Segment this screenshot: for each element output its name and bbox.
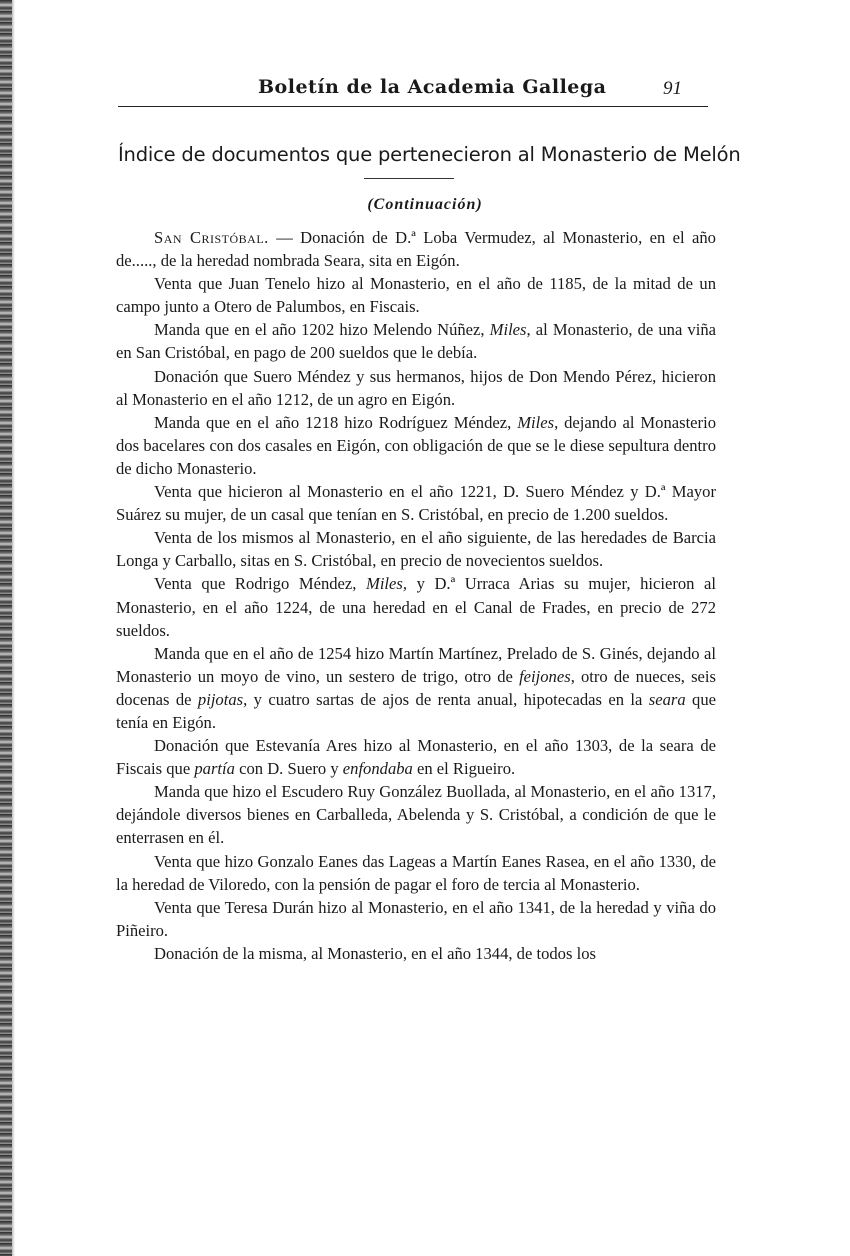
section-lead: San Cristóbal. (154, 228, 269, 247)
page-number: 91 (663, 78, 682, 99)
paragraph: Venta que hicieron al Monasterio en el año 1221, D. Suero Méndez y D.ª Mayor Suárez su mujer, de un casal que tenían en S. Cristóbal, en precio de 1.200 sueldos. (116, 482, 716, 525)
paragraph: Donación que Estevanía Ares hizo al Monasterio, en el año 1303, de la seara de Fiscais que partía con D. Suero y enfondaba en el Rigueiro. (116, 736, 716, 779)
continuation-label: (Continuación) (367, 196, 483, 213)
paragraph: Manda que hizo el Escudero Ruy González Buollada, al Monasterio, en el año 1317, dejándole diversos bienes en Carballeda, Abelenda y S. Cristóbal, a condición de que le enterrasen en él. (116, 782, 716, 848)
journal-title: Boletín de la Academia Gallega (258, 76, 607, 98)
paragraph: Manda que en el año de 1254 hizo Martín Martínez, Prelado de S. Ginés, dejando al Monasterio un moyo de vino, un sestero de trigo, otro de feijones, otro de nueces, seis docenas de pijotas, y cuatro sartas de ajos de renta anual, hipotecadas en la seara que tenía en Eigón. (116, 643, 717, 732)
paragraph: Venta que Teresa Durán hizo al Monasterio, en el año 1341, de la heredad y viña do Piñeiro. (116, 897, 716, 940)
paragraph: Venta que Juan Tenelo hizo al Monasterio, en el año de 1185, de la mitad de un campo junto a Otero de Palumbos, en Fiscais. (116, 274, 716, 317)
paragraph: Donación de la misma, al Monasterio, en el año 1344, de todos los (154, 943, 596, 963)
paragraph: Venta que Rodrigo Méndez, Miles, y D.ª Urraca Arias su mujer, hicieron al Monasterio, en el año 1224, de una heredad en el Canal de Frades, en precio de 272 sueldos. (116, 574, 716, 640)
paragraph: Manda que en el año 1202 hizo Melendo Núñez, Miles, al Monasterio, de una viña en San Cristóbal, en pago de 200 sueldos que le debía. (116, 320, 716, 363)
running-header (118, 74, 708, 107)
document-title: Índice de documentos que pertenecieron al Monasterio de Melón (118, 143, 741, 166)
title-divider (364, 178, 454, 179)
paragraph: San Cristóbal. — Donación de D.ª Loba Vermudez, al Monasterio, en el año de....., de la heredad nombrada Seara, sita en Eigón. (116, 228, 716, 271)
document-body (116, 226, 716, 965)
paragraph: Manda que en el año 1218 hizo Rodríguez Méndez, Miles, dejando al Monasterio dos bacelares con dos casales en Eigón, con obligación de que se le diese sepultura dentro de dicho Monasterio. (116, 412, 716, 478)
book-binding-edge (0, 0, 12, 1256)
paragraph: Venta que hizo Gonzalo Eanes das Lageas a Martín Eanes Rasea, en el año 1330, de la heredad de Viloredo, con la pensión de pagar el foro de tercia al Monasterio. (116, 851, 716, 894)
paragraph: Donación que Suero Méndez y sus hermanos, hijos de Don Mendo Pérez, hicieron al Monasterio en el año 1212, de un agro en Eigón. (116, 366, 716, 409)
paragraph: Venta de los mismos al Monasterio, en el año siguiente, de las heredades de Barcia Longa y Carballo, sitas en S. Cristóbal, en precio de novecientos sueldos. (116, 528, 716, 571)
